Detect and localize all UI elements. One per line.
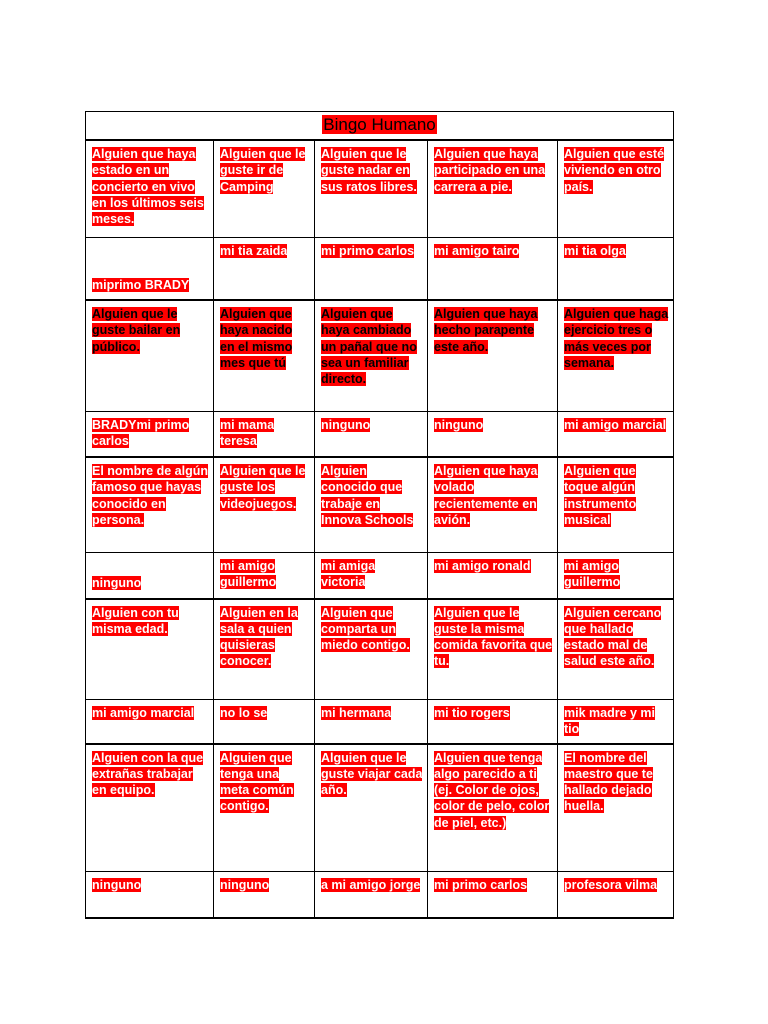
prompt-text: Alguien que le guste la misma comida favorita que tu. xyxy=(434,605,553,669)
prompt-row xyxy=(86,140,674,237)
answer-text: mi tia zaida xyxy=(220,243,288,258)
answer-text: mi amigo ronald xyxy=(434,559,531,573)
prompt-text: Alguien que comparta un miedo contigo. xyxy=(321,605,410,653)
prompt-cell xyxy=(428,140,558,237)
prompt-text: Alguien que toque algún instrumento musical xyxy=(564,464,637,527)
answer-row xyxy=(86,411,674,457)
answer-text: mi hermana xyxy=(321,706,392,720)
answer-text: mi amigo guillermo xyxy=(564,559,621,590)
answer-text: mi tio rogers xyxy=(434,706,510,720)
prompt-cell xyxy=(86,744,214,872)
answer-text: mi tia olga xyxy=(564,243,626,258)
answer-text: mi amigo marcial xyxy=(92,706,195,720)
answer-cell xyxy=(214,872,315,918)
prompt-cell xyxy=(428,744,558,872)
answer-text: miprimo BRADY xyxy=(92,277,190,292)
prompt-text: Alguien que haya participado en una carrera a pie. xyxy=(434,147,546,194)
prompt-text: Alguien con la que extrañas trabajar en equipo. xyxy=(92,750,204,798)
prompt-text: Alguien que tenga algo parecido a ti (ej. Color de ojos, color de pelo, color de piel, etc.) xyxy=(434,750,550,830)
prompt-text: Alguien cercano que hallado estado mal de salud este año. xyxy=(564,605,662,669)
answer-text: ninguno xyxy=(434,417,484,432)
answer-cell xyxy=(214,411,315,457)
answer-cell xyxy=(86,237,214,300)
answer-text: no lo se xyxy=(220,706,268,720)
answer-cell xyxy=(558,872,674,918)
page-title: Bingo Humano xyxy=(323,115,436,134)
answer-text: mik madre y mi tio xyxy=(564,706,656,737)
prompt-cell xyxy=(315,744,428,872)
answer-text: mi amiga victoria xyxy=(321,559,376,590)
prompt-text: Alguien que le guste los videojuegos. xyxy=(220,464,306,511)
prompt-text: Alguien que haya nacido en el mismo mes que tú xyxy=(220,307,293,370)
answer-cell xyxy=(86,872,214,918)
prompt-text: Alguien que haya hecho parapente este año. xyxy=(434,307,538,354)
answer-text: BRADYmi primo carlos xyxy=(92,417,190,448)
title-cell xyxy=(86,112,674,141)
answer-cell xyxy=(315,553,428,599)
prompt-cell xyxy=(558,140,674,237)
answer-row xyxy=(86,872,674,918)
answer-cell xyxy=(214,553,315,599)
prompt-text: Alguien conocido que trabaje en Innova Schools xyxy=(321,464,414,527)
prompt-text: Alguien que le guste nadar en sus ratos libres. xyxy=(321,147,417,194)
prompt-text: El nombre de algún famoso que hayas conocido en persona. xyxy=(92,464,208,527)
answer-cell xyxy=(315,411,428,457)
answer-cell xyxy=(214,237,315,300)
prompt-cell xyxy=(315,599,428,700)
prompt-text: Alguien que haya cambiado un pañal que no sea un familiar directo. xyxy=(321,307,417,387)
answer-cell xyxy=(428,237,558,300)
prompt-cell xyxy=(428,300,558,411)
prompt-text: Alguien que le guste bailar en público. xyxy=(92,307,181,354)
answer-cell xyxy=(558,237,674,300)
prompt-cell xyxy=(214,300,315,411)
prompt-row xyxy=(86,457,674,553)
prompt-text: Alguien que le guste ir de Camping xyxy=(220,147,306,194)
prompt-text: Alguien que esté viviendo en otro país. xyxy=(564,147,665,194)
answer-text: mi amigo tairo xyxy=(434,243,520,258)
answer-text: mi mama teresa xyxy=(220,417,275,448)
answer-text: profesora vilma xyxy=(564,878,658,892)
prompt-cell xyxy=(214,457,315,553)
answer-cell xyxy=(428,411,558,457)
prompt-row xyxy=(86,744,674,872)
prompt-cell xyxy=(86,300,214,411)
answer-cell xyxy=(558,553,674,599)
prompt-text: Alguien que haya volado recientemente en avión. xyxy=(434,464,538,527)
prompt-cell xyxy=(315,300,428,411)
answer-cell xyxy=(315,237,428,300)
prompt-text: El nombre del maestro que te hallado dejado huella. xyxy=(564,750,653,814)
answer-cell xyxy=(428,553,558,599)
prompt-text: Alguien con tu misma edad. xyxy=(92,605,179,636)
prompt-cell xyxy=(558,599,674,700)
prompt-cell xyxy=(428,457,558,553)
answer-text: mi primo carlos xyxy=(321,243,415,258)
prompt-row xyxy=(86,599,674,700)
prompt-text: Alguien en la sala a quien quisieras conocer. xyxy=(220,605,298,669)
answer-text: ninguno xyxy=(321,417,371,432)
answer-text: ninguno xyxy=(220,878,270,892)
answer-cell xyxy=(86,411,214,457)
prompt-cell xyxy=(214,140,315,237)
answer-cell xyxy=(428,872,558,918)
answer-cell xyxy=(86,553,214,599)
prompt-cell xyxy=(558,457,674,553)
answer-row xyxy=(86,553,674,599)
prompt-text: Alguien que haya estado en un concierto en vivo en los últimos seis meses. xyxy=(92,147,204,227)
answer-cell xyxy=(315,872,428,918)
answer-text: a mi amigo jorge xyxy=(321,878,421,892)
answer-text: ninguno xyxy=(92,576,142,591)
prompt-cell xyxy=(558,744,674,872)
prompt-cell xyxy=(315,457,428,553)
prompt-cell xyxy=(558,300,674,411)
answer-cell xyxy=(428,700,558,744)
answer-cell xyxy=(558,700,674,744)
prompt-row xyxy=(86,300,674,411)
prompt-cell xyxy=(86,457,214,553)
bingo-sheet xyxy=(85,111,673,919)
answer-text: mi amigo guillermo xyxy=(220,559,277,590)
prompt-text: Alguien que haga ejercicio tres o más veces por semana. xyxy=(564,307,669,370)
answer-cell xyxy=(86,700,214,744)
prompt-cell xyxy=(214,744,315,872)
answer-cell xyxy=(315,700,428,744)
prompt-cell xyxy=(86,140,214,237)
title-row xyxy=(86,112,674,141)
prompt-text: Alguien que tenga una meta común contigo. xyxy=(220,750,294,814)
prompt-text: Alguien que le guste viajar cada año. xyxy=(321,750,423,798)
answer-cell xyxy=(558,411,674,457)
answer-text: ninguno xyxy=(92,878,142,892)
answer-cell xyxy=(214,700,315,744)
answer-text: mi primo carlos xyxy=(434,878,528,892)
prompt-cell xyxy=(428,599,558,700)
bingo-table xyxy=(85,111,674,919)
answer-row xyxy=(86,700,674,744)
answer-text: mi amigo marcial xyxy=(564,417,667,432)
prompt-cell xyxy=(214,599,315,700)
prompt-cell xyxy=(315,140,428,237)
prompt-cell xyxy=(86,599,214,700)
answer-row xyxy=(86,237,674,300)
